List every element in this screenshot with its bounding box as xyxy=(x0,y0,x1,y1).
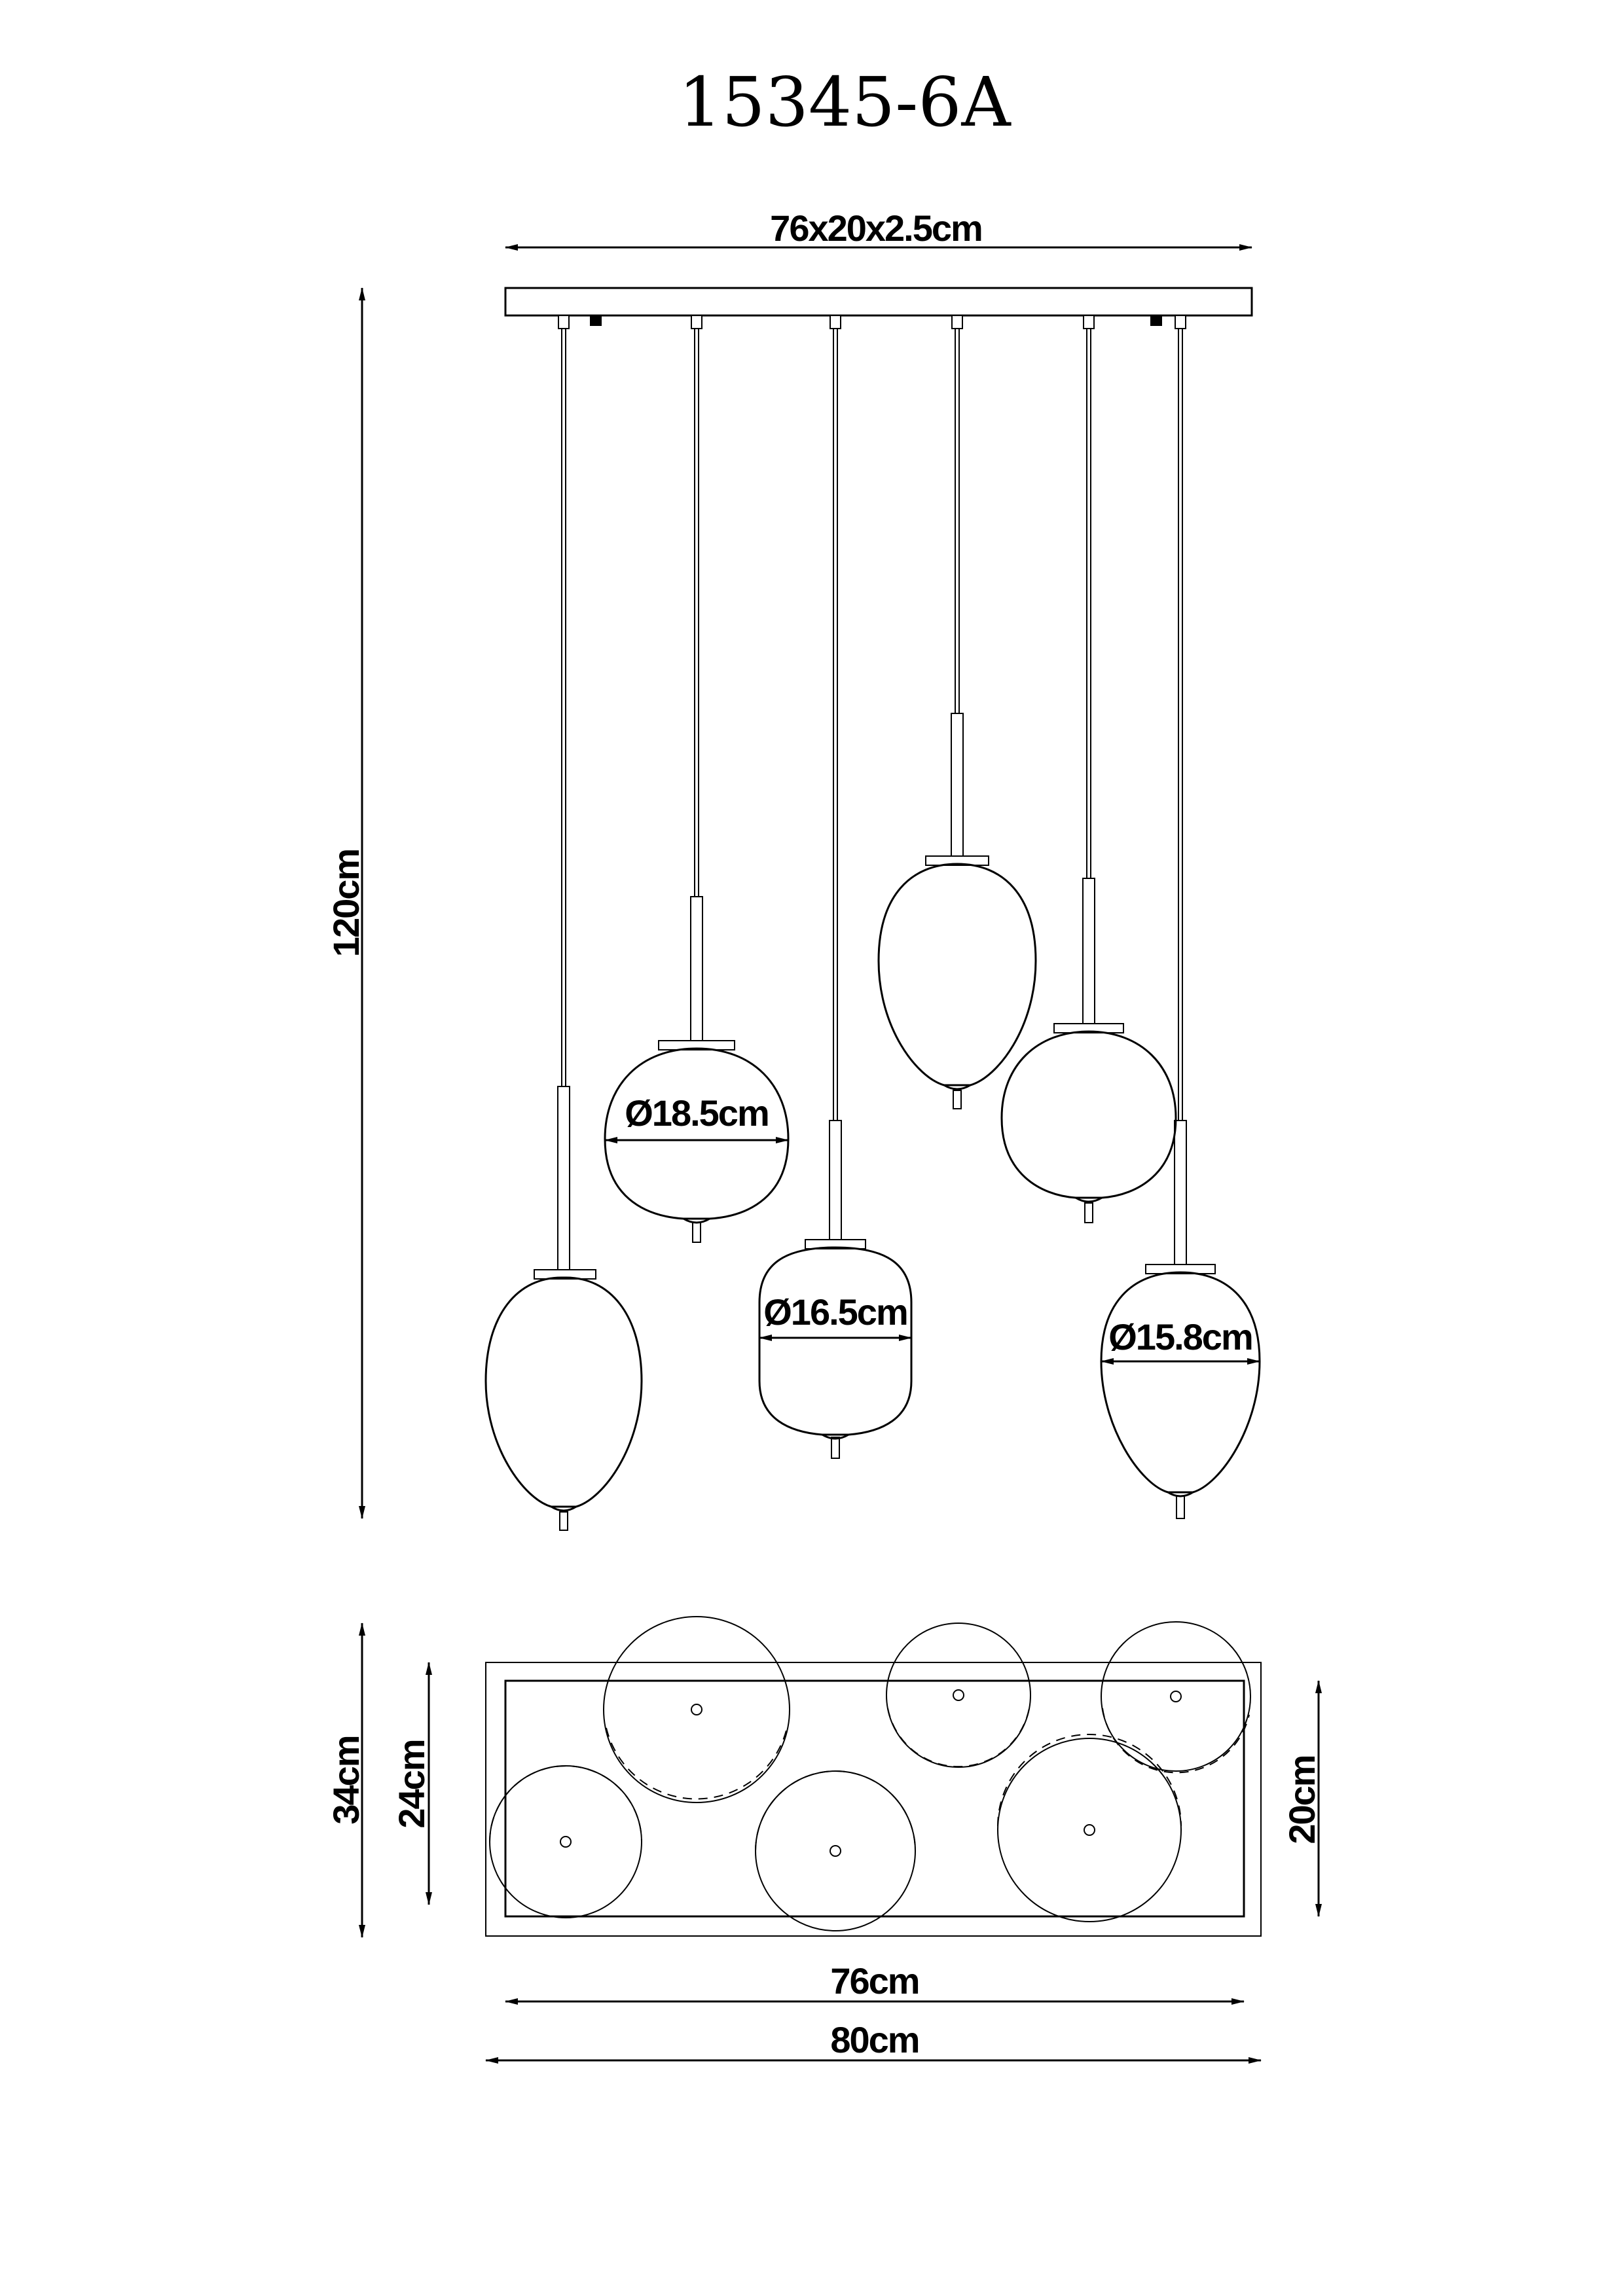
canopy-dimension-label: 76x20x2.5cm xyxy=(770,207,982,249)
pendant-3 xyxy=(759,329,911,1458)
pendant-4 xyxy=(879,329,1036,1109)
shade-footprints xyxy=(490,1617,1250,1931)
plan-depth-inner-label: 24cm xyxy=(391,1740,432,1829)
plan-width-outer-label: 80cm xyxy=(830,2019,919,2060)
plan-depth-outer-label: 34cm xyxy=(325,1736,367,1825)
pendant-6 xyxy=(1101,329,1260,1518)
plan-depth-canopy-label: 20cm xyxy=(1281,1755,1322,1844)
pendant-1 xyxy=(486,329,642,1530)
plan-view xyxy=(325,1617,1322,2060)
pendant-2 xyxy=(605,329,788,1242)
canopy xyxy=(505,288,1252,315)
shade-1-diameter-label: Ø18.5cm xyxy=(625,1092,769,1134)
plan-canopy-outline xyxy=(505,1681,1244,1916)
elevation-view xyxy=(325,207,1260,1530)
plan-width-inner-label: 76cm xyxy=(830,1960,919,2001)
shade-2-diameter-label: Ø16.5cm xyxy=(763,1291,907,1333)
model-number-title: 15345-6A xyxy=(678,62,1011,142)
plan-outer-outline xyxy=(486,1662,1261,1936)
pendant-5 xyxy=(1002,329,1176,1223)
height-dimension-label: 120cm xyxy=(325,849,367,958)
canopy-fittings xyxy=(558,315,1186,329)
shade-3-diameter-label: Ø15.8cm xyxy=(1108,1316,1252,1357)
